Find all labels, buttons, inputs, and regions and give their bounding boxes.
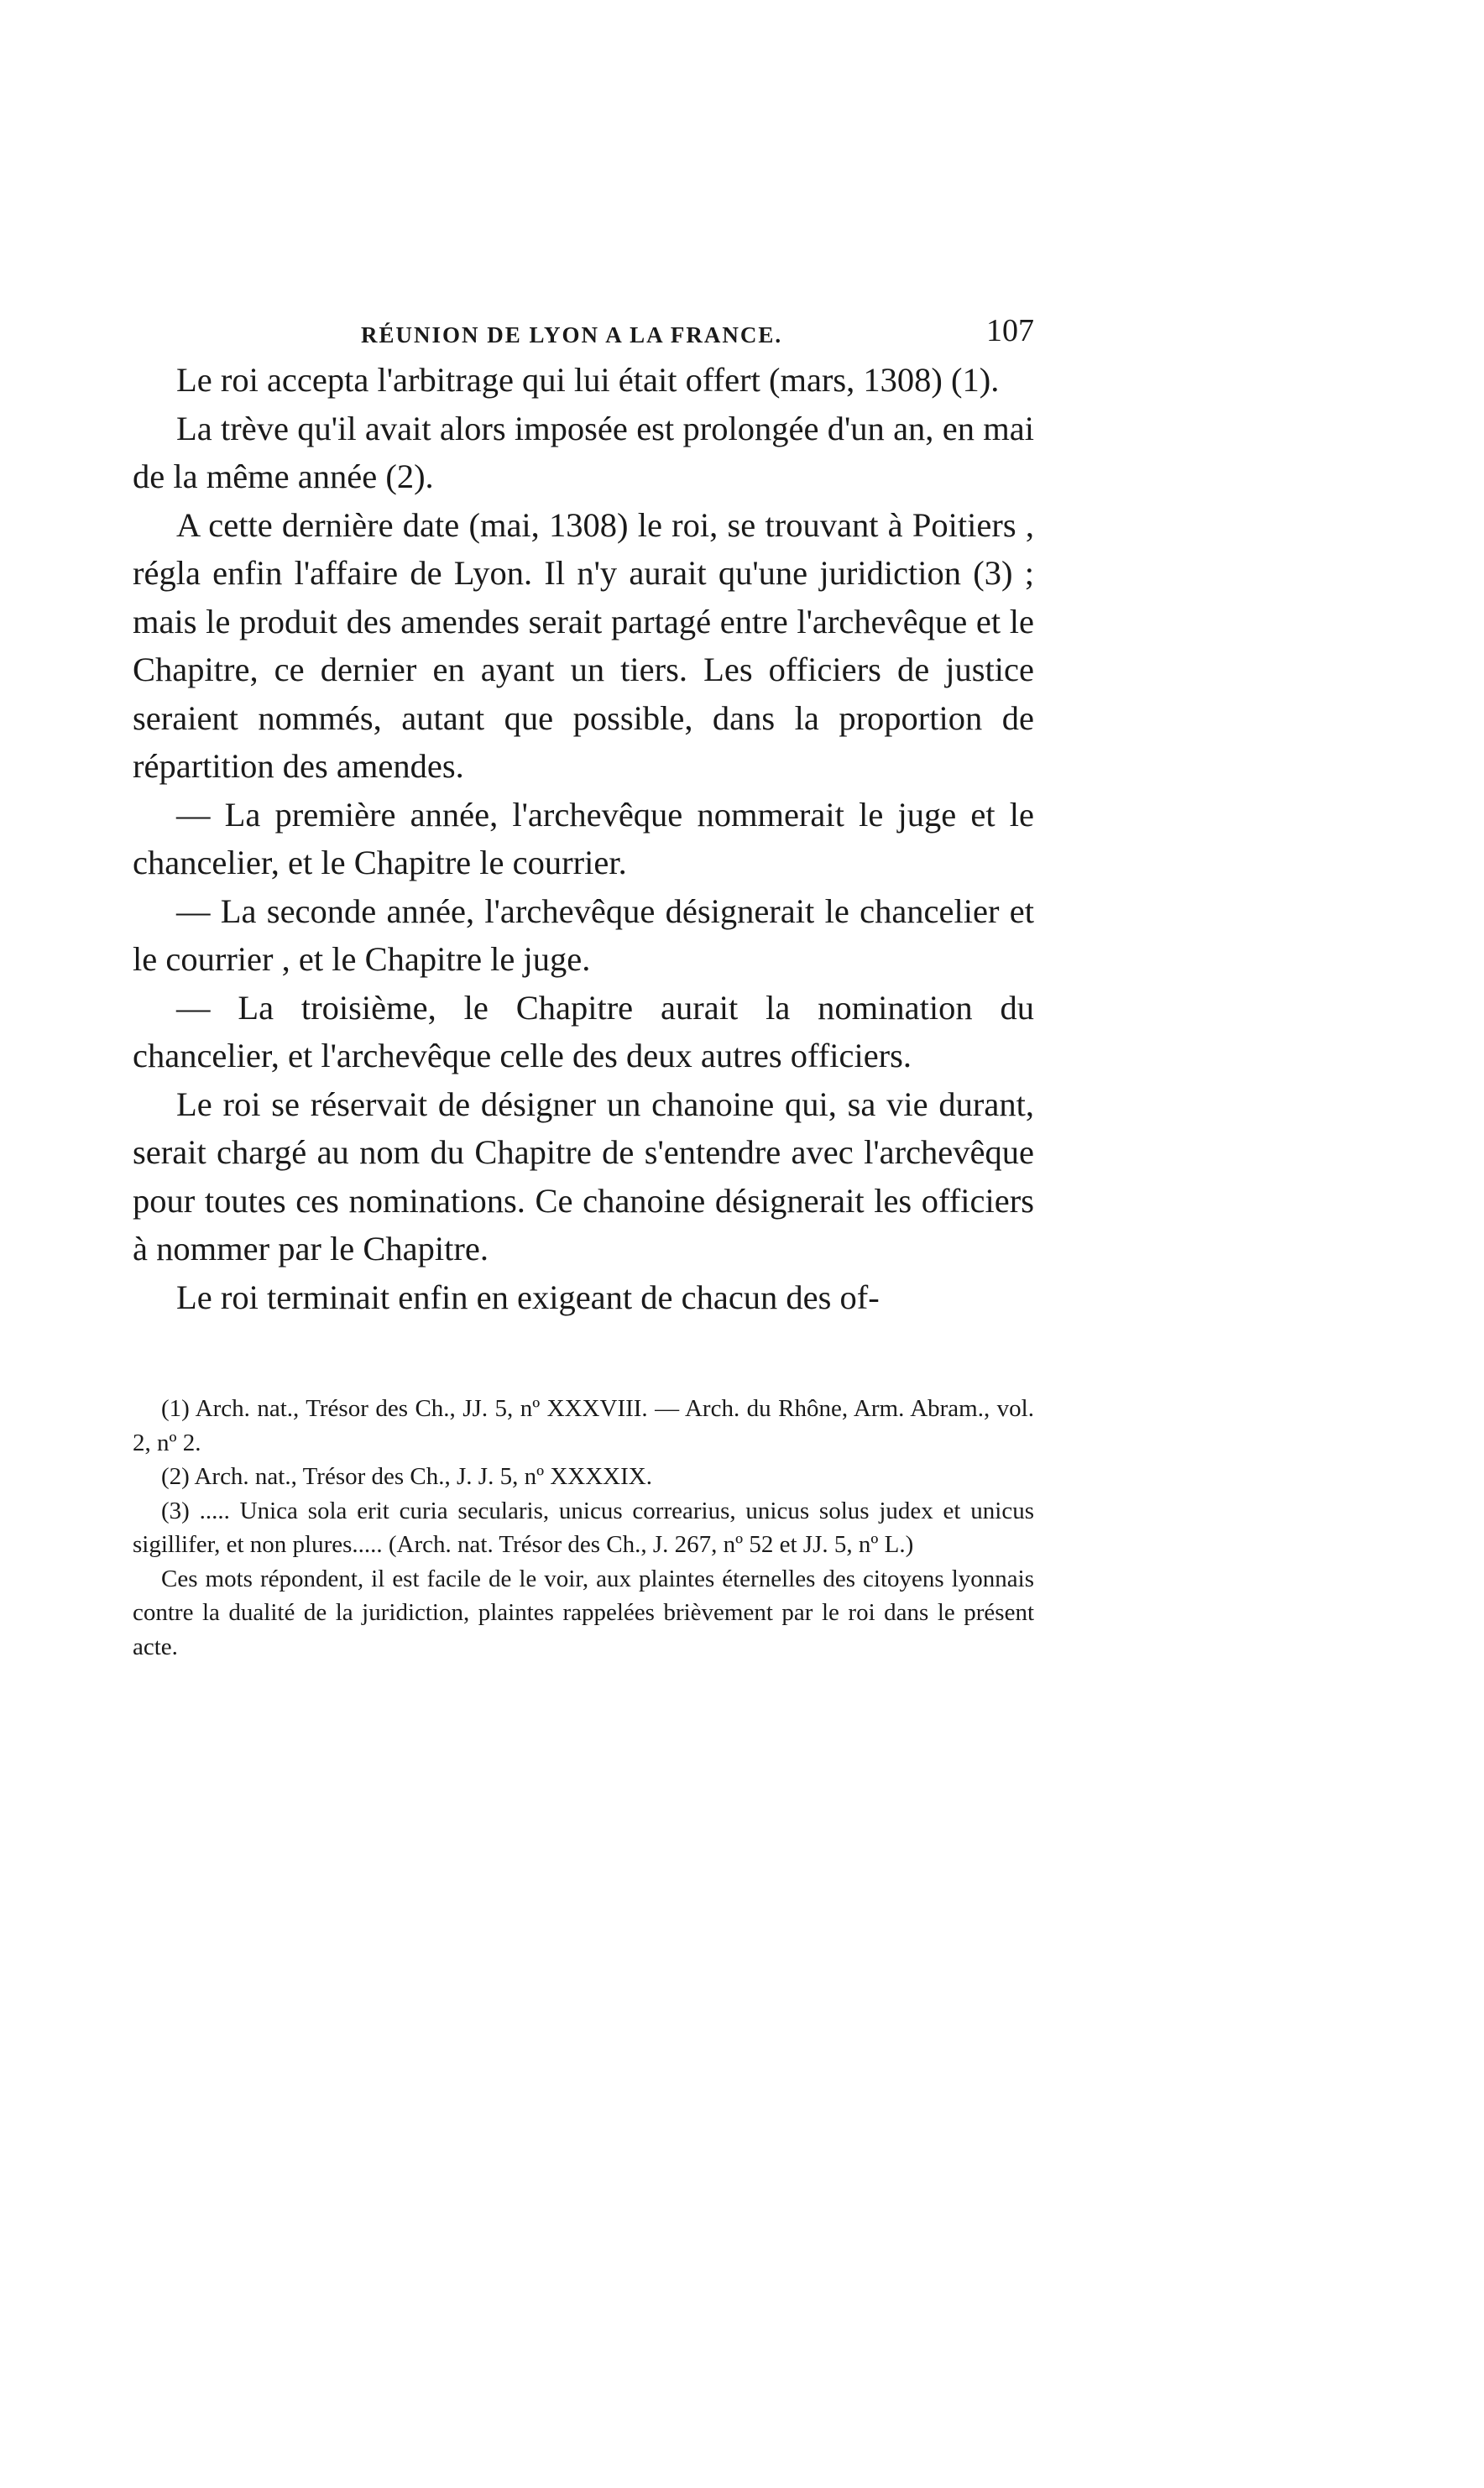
footnote: (1) Arch. nat., Trésor des Ch., JJ. 5, nº XXXVIII. — Arch. du Rhône, Arm. Abram., vol. 2, nº 2.: [133, 1395, 1034, 1456]
page-number: 107: [986, 313, 1034, 348]
book-page: [133, 312, 1034, 1664]
paragraph: — La seconde année, l'archevêque désignerait le chancelier et le courrier , et le Chapitre le juge.: [133, 891, 1034, 978]
running-head: RÉUNION DE LYON A LA FRANCE.: [361, 322, 783, 348]
page-header: [133, 312, 1034, 356]
footnote: Ces mots répondent, il est facile de le voir, aux plaintes éternelles des citoyens lyonnais contre la dualité de la juridiction, plaintes rappelées brièvement par le roi dans le présent acte.: [133, 1565, 1034, 1660]
paragraph: Le roi accepta l'arbitrage qui lui était offert (mars, 1308) (1).: [176, 361, 1000, 399]
paragraph: Le roi se réservait de désigner un chanoine qui, sa vie durant, serait chargé au nom du Chapitre de s'entendre avec l'archevêque pour toutes ces nominations. Ce chanoine désignerait les officiers à nommer par le Chapitre.: [133, 1085, 1034, 1268]
paragraph: Le roi terminait enfin en exigeant de chacun des of-: [176, 1278, 880, 1316]
main-text: [133, 356, 1034, 1321]
paragraph: — La première année, l'archevêque nommerait le juge et le chancelier, et le Chapitre le courrier.: [133, 795, 1034, 881]
paragraph: La trève qu'il avait alors imposée est prolongée d'un an, en mai de la même année (2).: [133, 409, 1034, 495]
footnotes: [133, 1392, 1034, 1664]
paragraph: — La troisième, le Chapitre aurait la nomination du chancelier, et l'archevêque celle des deux autres officiers.: [133, 988, 1034, 1074]
paragraph: A cette dernière date (mai, 1308) le roi, se trouvant à Poitiers , régla enfin l'affaire de Lyon. Il n'y aurait qu'une juridiction (3) ; mais le produit des amendes serait partagé entre l'archevêque et le Chapitre, ce dernier en ayant un tiers. Les officiers de justice seraient nommés, autant que possible, dans la proportion de répartition des amendes.: [133, 505, 1034, 785]
footnote: (3) ..... Unica sola erit curia secularis, unicus correarius, unicus solus judex et unicus sigillifer, et non plures..... (Arch. nat. Trésor des Ch., J. 267, nº 52 et JJ. 5, nº L.): [133, 1497, 1034, 1558]
footnote: (2) Arch. nat., Trésor des Ch., J. J. 5, nº XXXXIX.: [161, 1463, 652, 1490]
